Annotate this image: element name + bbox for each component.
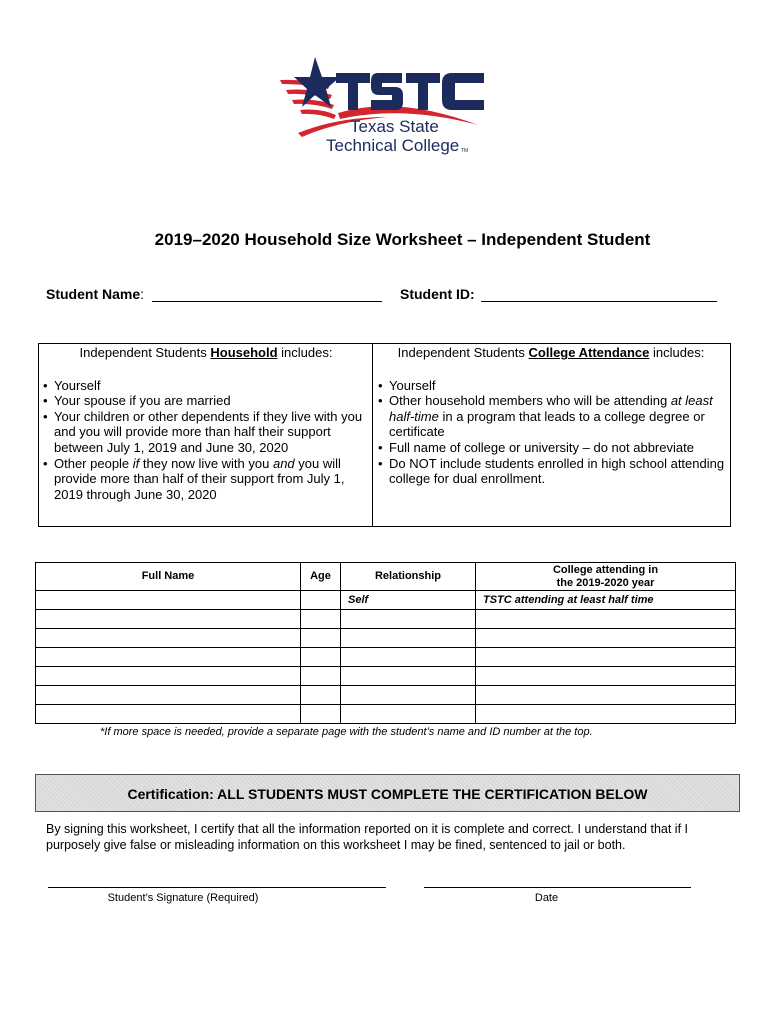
col-header-college: College attending in the 2019-2020 year — [476, 563, 736, 591]
college-cell[interactable] — [476, 629, 736, 648]
list-item: • Yourself — [376, 378, 726, 394]
student-id-row — [400, 286, 717, 302]
list-item: • Other people if they now live with you and you will provide more than half of their support from July 1, 2019 through June 30, 2020 — [41, 456, 371, 503]
tstc-logo — [278, 55, 493, 160]
relationship-cell[interactable] — [341, 610, 476, 629]
col-header-age: Age — [301, 563, 341, 591]
instructions-box — [38, 343, 731, 527]
col-header-relationship: Relationship — [341, 563, 476, 591]
list-item: • Your spouse if you are married — [41, 393, 371, 409]
student-name-row — [46, 286, 382, 302]
name-cell[interactable] — [36, 648, 301, 667]
col-header-full-name: Full Name — [36, 563, 301, 591]
name-cell[interactable] — [36, 686, 301, 705]
table-row — [36, 667, 736, 686]
table-row — [36, 648, 736, 667]
table-row — [36, 591, 736, 610]
college-column — [376, 344, 726, 487]
date-line[interactable] — [424, 887, 691, 888]
logo-tm: TM — [461, 148, 469, 154]
table-row — [36, 610, 736, 629]
student-id-field[interactable] — [481, 287, 717, 302]
signature-label: Student’s Signature (Required) — [107, 892, 259, 904]
logo-name-line2: Technical College — [326, 136, 460, 155]
student-name-colon: : — [140, 286, 145, 302]
college-list — [376, 378, 726, 487]
table-note: *If more space is needed, provide a separate page with the student’s name and ID number at the top. — [100, 726, 593, 738]
relationship-cell[interactable] — [341, 705, 476, 724]
college-cell: TSTC attending at least half time — [476, 591, 736, 610]
table-header-row — [36, 563, 736, 591]
certification-text: By signing this worksheet, I certify that all the information reported on it is complete and correct. I understand that if I purposely give false or misleading information on this worksheet I may be fined, sentenced to jail or both. — [46, 822, 688, 852]
age-cell[interactable] — [301, 629, 341, 648]
college-cell[interactable] — [476, 610, 736, 629]
page-title: 2019–2020 Household Size Worksheet – Independent Student — [154, 230, 651, 249]
college-cell[interactable] — [476, 705, 736, 724]
table-row — [36, 686, 736, 705]
relationship-cell[interactable] — [341, 648, 476, 667]
name-cell[interactable] — [36, 591, 301, 610]
college-heading: Independent Students College Attendance includes: — [397, 345, 705, 360]
age-cell[interactable] — [301, 648, 341, 667]
list-item: • Other household members who will be attending at least half-time in a program that leads to a college degree or certificate — [376, 393, 726, 440]
age-cell[interactable] — [301, 686, 341, 705]
name-cell[interactable] — [36, 610, 301, 629]
name-cell[interactable] — [36, 667, 301, 686]
name-cell[interactable] — [36, 705, 301, 724]
logo-letters — [336, 73, 484, 110]
date-label: Date — [534, 892, 559, 904]
age-cell[interactable] — [301, 667, 341, 686]
list-item: • Yourself — [41, 378, 371, 394]
list-item: • Full name of college or university – do not abbreviate — [376, 440, 726, 456]
table-row — [36, 629, 736, 648]
box-divider — [372, 344, 373, 526]
relationship-cell[interactable] — [341, 629, 476, 648]
household-column — [41, 344, 371, 502]
student-name-label: Student Name — [46, 286, 141, 302]
student-name-field[interactable] — [152, 287, 382, 302]
relationship-cell: Self — [341, 591, 476, 610]
college-cell[interactable] — [476, 667, 736, 686]
relationship-cell[interactable] — [341, 667, 476, 686]
household-heading: Independent Students Household includes: — [79, 345, 333, 360]
household-table — [35, 562, 736, 724]
table-row — [36, 705, 736, 724]
age-cell[interactable] — [301, 705, 341, 724]
logo-name-line1: Texas State — [350, 117, 439, 136]
student-id-label: Student ID: — [400, 286, 475, 302]
signature-line[interactable] — [48, 887, 386, 888]
list-item: • Do NOT include students enrolled in high school attending college for dual enrollment. — [376, 456, 726, 487]
list-item: • Your children or other dependents if they live with you and you will provide more than half their support between July 1, 2019 and June 30, 2020 — [41, 409, 371, 456]
college-cell[interactable] — [476, 648, 736, 667]
age-cell[interactable] — [301, 591, 341, 610]
relationship-cell[interactable] — [341, 686, 476, 705]
logo-star — [294, 57, 340, 107]
college-cell[interactable] — [476, 686, 736, 705]
certification-heading: Certification: ALL STUDENTS MUST COMPLETE THE CERTIFICATION BELOW — [35, 774, 740, 812]
household-list — [41, 378, 371, 503]
age-cell[interactable] — [301, 610, 341, 629]
name-cell[interactable] — [36, 629, 301, 648]
